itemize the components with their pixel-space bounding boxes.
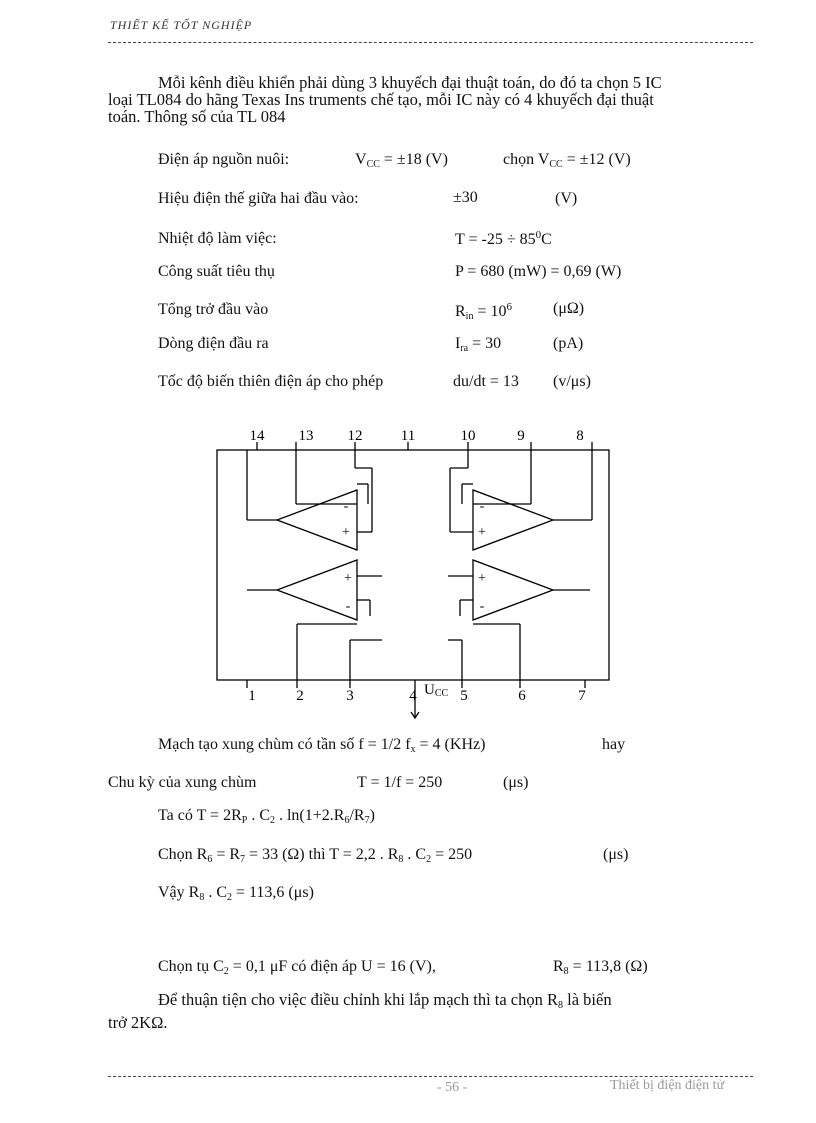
spec-iout-value: $I_{ra} = 30$ (455, 335, 502, 354)
opamp-d (473, 560, 553, 620)
pin-label: 3 (346, 688, 354, 704)
spec-diff-unit: (V) (555, 190, 578, 207)
ic-body (217, 450, 609, 680)
spec-slew-unit: (v/μs) (553, 373, 591, 390)
spec-iout-label: Dòng điện đầu ra (158, 335, 269, 352)
calc-formula: Ta có $T = 2R_P$ . $C_2$ . $\ln(1+2.R_6/R_7)$ (158, 807, 375, 826)
spec-temp-label: Nhiệt độ làm việc: (158, 230, 277, 247)
spec-supply-label: Điện áp nguồn nuôi: (158, 151, 290, 168)
spec-slew-label: Tốc độ biến thiên điện áp cho phép (158, 373, 384, 390)
opamp-c-plus: + (344, 571, 352, 586)
calc-r8-value: $R_8 = 113,8$ (Ω) (553, 958, 648, 977)
ucc-label: UCC (424, 682, 449, 699)
pin-label: 5 (460, 688, 468, 704)
calc-line-freq-hay: hay (602, 736, 626, 753)
intro-paragraph (108, 74, 754, 125)
intro-line-2: loại TL084 do hãng Texas Ins truments chế tạo, mỗi IC này có 4 khuyếch đại thuật (108, 90, 654, 109)
calc-r8c2: Vậy $R_8$ . $C_2 = 113,6$ (μs) (158, 884, 314, 903)
tl084-pinout-diagram (200, 420, 640, 720)
header-rule (108, 42, 753, 43)
pin-label: 11 (400, 428, 416, 444)
opamp-b-minus: - (479, 499, 485, 514)
spec-slew-value: du/dt = 13 (453, 373, 519, 390)
closing-line-2: trở 2KΩ. (108, 1013, 168, 1032)
spec-supply-chosen: chọn $V_{CC} = \pm 12$ (V) (503, 151, 631, 170)
opamp-a-plus: + (342, 525, 350, 540)
pin-label: 6 (518, 688, 526, 704)
spec-rin-label: Tổng trở đầu vào (158, 301, 269, 318)
pin-label: 14 (249, 428, 265, 444)
footer-text: Thiết bị điện điện tử (610, 1078, 725, 1093)
calc-choose-r: Chọn $R_6 = R_7 = 33$ (Ω) thì T = 2,2 . $R_8$ . $C_2 = 250$ (158, 846, 473, 865)
spec-power-label: Công suất tiêu thụ (158, 263, 275, 280)
spec-diff-label: Hiệu điện thế giữa hai đầu vào: (158, 190, 359, 207)
pin-label: 7 (578, 688, 586, 704)
opamp-b-plus: + (478, 525, 486, 540)
spec-diff-value: ±30 (453, 189, 478, 206)
spec-iout-unit: (pA) (553, 335, 584, 352)
spec-rin-value: $R_{in} = 10^6$ (455, 301, 512, 322)
pin-label: 4 (409, 688, 417, 704)
calc-period-value: T = 1/f = 250 (357, 774, 443, 791)
pin-label: 9 (517, 428, 525, 444)
page-number: - 56 - (437, 1080, 468, 1095)
pin-label: 13 (298, 428, 314, 444)
intro-line-1: Mỗi kênh điều khiển phải dùng 3 khuyếch đại thuật toán, do đó ta chọn 5 IC (158, 73, 662, 92)
closing-line-1: Để thuận tiện cho việc điều chỉnh khi lắp mạch thì ta chọn $R_8$ là biến (158, 990, 612, 1011)
intro-line-3: toán. Thông số của TL 084 (108, 107, 286, 126)
footer-rule (108, 1076, 753, 1077)
opamp-c-minus: - (345, 599, 351, 614)
spec-supply-value: $V_{CC} = \pm 18$ (V) (355, 151, 448, 170)
pin-label: 12 (347, 428, 363, 444)
calc-period-label: Chu kỳ của xung chùm (108, 774, 257, 791)
header-title: THIẾT KẾ TỐT NGHIỆP (110, 18, 253, 32)
calc-line-freq: Mạch tạo xung chùm có tần số f = 1/2 $f_x = 4$ (KHz) (158, 736, 486, 755)
pin-label: 2 (296, 688, 304, 704)
calc-choose-r-unit: (μs) (603, 846, 629, 863)
pin-label: 8 (576, 428, 584, 444)
opamp-d-minus: - (479, 599, 485, 614)
opamp-d-plus: + (478, 571, 486, 586)
spec-power-value: P = 680 (mW) = 0,69 (W) (455, 263, 622, 280)
pin-label: 1 (248, 688, 256, 704)
calc-choose-c2: Chọn tụ $C_2 = 0,1$ μF có điện áp U = 16 (V), (158, 958, 436, 977)
spec-temp-value: $T = -25 \div 85^0C$ (455, 229, 552, 248)
spec-rin-unit: (μΩ) (553, 300, 585, 317)
opamp-a-minus: - (343, 499, 349, 514)
pin-label: 10 (460, 428, 476, 444)
calc-period-unit: (μs) (503, 774, 529, 791)
opamp-b (473, 490, 553, 550)
closing-paragraph (108, 991, 754, 1031)
